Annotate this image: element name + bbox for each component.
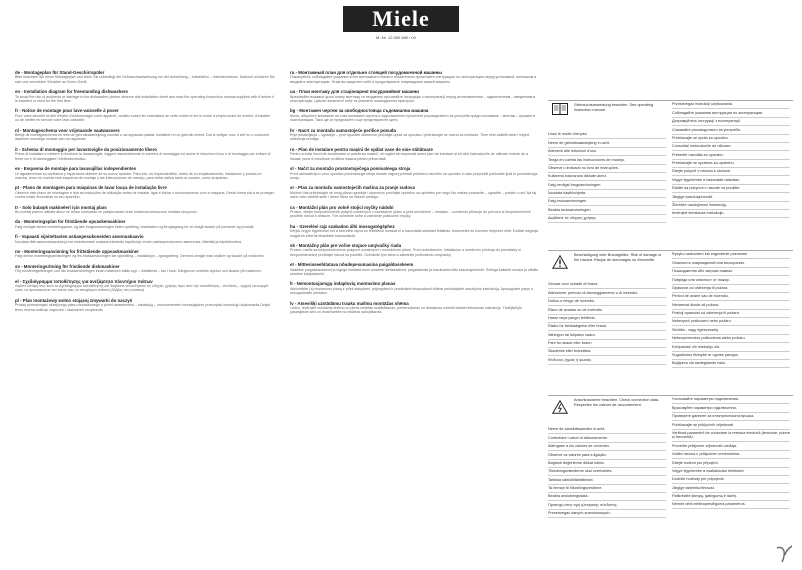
section-body: Molimo Vas pridržavajte se ovog plana ugradnje i obavezno pročitajte uputstvo za upotrebu pre nego što mašinu postavite – ugradite – pustite u rad. Na taj način ćete zaštititi sebe i izbeći štetu na Vašem uređaju. <box>290 190 537 200</box>
panel-list-item: Pericol de avarie sau de incendiu. <box>672 293 790 301</box>
language-section <box>15 128 275 142</box>
panel-list-item: Dbejte hodnot pro připojení. <box>672 459 790 467</box>
panel-list-item: Atiéngase a los valores de conexión. <box>548 443 666 451</box>
language-section <box>290 89 540 103</box>
section-title: de - Montageplan für Stand-Geschirrspüler <box>15 70 105 75</box>
panel-list-item: Враховуйте параметри підключення. <box>672 404 790 412</box>
section-body: Proszę przestrzegać niniejszego planu montażowego a przed ustawieniem – instalacją – uruchomieniem bezwzględnie przeczytać instrukcję użytkowania.Dzięki temu można uniknąć zagrożeń i uszkodzeń urządzenia. <box>15 303 271 312</box>
section-body: Bu montaj planını dikkate alınız ve cihazı kurmadan ve çalıştırmadan önce kullanma kılavuzunu mutlaka okuyunuz. <box>15 209 198 214</box>
panel-list-item: Διαβάστε τις οδηγίες χρήσης. <box>548 215 666 223</box>
document-number: M.-Nr. 12 550 680 / 00 <box>376 35 416 40</box>
panel-list-item: Kahjustuse või tulekahju oht. <box>672 343 790 351</box>
section-title: pt - Plano de montagem para máquinas de lavar louça de instalação livre <box>15 185 167 191</box>
language-section <box>15 264 275 274</box>
language-section <box>15 205 275 215</box>
section-body: Пожалуйста, соблюдайте указания этого монтажного плана и обязательно прочитайте инструкцию по эксплуатации перед установкой, монтажом и вводом в эксплуатацию. Этим вы защитите себя и предотвратите повреждения вашей машины. <box>290 75 537 84</box>
panel-list-item: Ryzyko uszkodzeń lub zagrożenie pożarowe. <box>672 251 790 259</box>
language-section <box>290 185 540 199</box>
section-body: Følg venligst denne monteringsplan, og læs brugsanvisningen inden opstilling, installation og ibrugtagning for at undgå skader på personer og produkt. <box>15 224 255 229</box>
panel-list-item: Sérülés - vagy égésveszély. <box>672 326 790 334</box>
section-title: sv - Monteringsritning för fristående diskmaskiner <box>15 263 120 269</box>
language-section <box>290 205 540 219</box>
panel-list-left <box>548 281 666 365</box>
section-body: Noudata tätä asennuskaaviota ja lue ehdottomasti mukana toimitettu käyttöohje ennen astianpesukoneen asennusta, liitäntää ja käyttöönottoa. <box>15 239 242 244</box>
panel-list-item: Nebezpečenstvo poškodenia alebo požiaru. <box>672 335 790 343</box>
panel-list-item: Κίνδυνος ζημιάς ή φωτιάς. <box>548 356 666 364</box>
section-title: en - Installation diagram for freestanding dishwashers <box>15 89 128 95</box>
language-section <box>290 262 540 276</box>
panel-list-item: Beakta bruksanvisningen. <box>548 206 666 214</box>
panel-list-item: Ievērojiet lietošanas instrukciju. <box>672 210 790 218</box>
panel-list-item: Risco de avarias ou de incêndio. <box>548 306 666 314</box>
panel-list-item: Pridržavajte se uputa za uporabu. <box>672 135 790 143</box>
section-title: ua - План монтажу для стаціонарної посудомийної машини <box>290 89 419 95</box>
panel-list-item: Bağlantı değerlerine dikkat ediniz. <box>548 460 666 468</box>
language-section <box>15 166 275 180</box>
language-section <box>290 281 540 295</box>
corner-mark-icon <box>774 542 796 564</box>
section-body: Bitte beachten Sie einen Montageplan und lesen Sie unbedingt die Gebrauchsanweisung vor der Aufstellung – Installation – Inbetriebnahme. Dadurch schützen Sie sich und vermeiden Schäden an Ihrem Gerät. <box>15 75 275 84</box>
section-title: bg - Монтажен чертеж за свободностояща съдомиална машина <box>290 108 429 114</box>
section-body: Prosím, riaďte sa bezpodmienečne pokynmi uvedenými v montážnom pláne. Pred umiestnením, inštaláciou a uvedením prístroja do prevádzky si bezpodmienečne prečítajte návod na použitie. Ochránite tým seba a zabránite poškodeniu umývačky. <box>290 248 521 257</box>
panel-list-item: Учитывайте параметры подключения. <box>672 396 790 404</box>
panel-list-item: Verificați parametrii de conectare la rețeaua electrică (tensiune, putere și frecvență). <box>672 430 790 443</box>
panel-list-item: Risiko for beskadigelse eller brand. <box>548 323 666 331</box>
section-title: el - Σχεδιάγραμμα τοποθέτησης για ανεξάρτητο πλυντήριο πιάτων <box>15 278 153 284</box>
section-body: Враховуйте вказівки цього плану монтажу та неодмінно прочитайте інструкцію з експлуатації перед встановленням – підключенням – введенням в експлуатацію. Цим ви захистите себе та уникнете пошкодження пристрою. <box>290 94 536 104</box>
panel-list-item: Opasnost od oštećenja ili požara. <box>672 285 790 293</box>
panel-list-item: Tilslutningsværdierne skal overholdes. <box>548 468 666 476</box>
panel-heading: Gebrauchsanweisung beachten. See operating instruction manual. <box>574 103 654 112</box>
section-title: lt - Nemontuojamųjų indaplovių montavimo planas <box>290 281 396 287</box>
section-title: hr - Nacrt za montažu samostojeće perilice posuđa <box>290 127 396 133</box>
panel-list-right <box>672 251 790 368</box>
panel-list-left <box>548 426 666 518</box>
panel-list-item: Vegye figyelembe a használati utasítást. <box>672 176 790 184</box>
panel-list-item: Pridržavajte se priključnih vrijednosti. <box>672 421 790 429</box>
language-section <box>15 219 275 229</box>
language-section <box>290 128 540 142</box>
section-title: sk - Montážny plán pre voľne stojace umývačky riadu <box>290 242 402 248</box>
panel-list-item: Riaďte sa pokynmi v návode na použitie. <box>672 185 790 193</box>
panel-list-item: Соблюдайте указания инструкции по эксплуатации. <box>672 109 790 117</box>
panel-list-item: Patikrinkite įtampą, galingumą ir dažnį. <box>672 493 790 501</box>
section-title: fi - Vapaasti sijoitettavien astianpesukoneiden asennuskaavio <box>15 234 144 240</box>
language-section <box>290 108 540 122</box>
section-body: Pentru a evita riscul de accidentare și avarierea mașinii, vă rugăm să respectați acest plan de instalare și să citiți instrucțiunile de utilizare înainte de a instala, pune în funcțiune și utiliza mașina pentru prima dată. <box>290 152 528 161</box>
section-body: Kérjük vegye figyelembe ezt a szerelési rajzot és feltétlenül olvassa el a használati utasítást felállítás, beszerelés és üzembe helyezés előtt. Ezáltal megóvja magát és elkerüli készüléke károsodását. <box>290 229 539 238</box>
section-body: Le agradecemos su confianza y esperamos disfrute de su nuevo aparato. Para ello, es imprescindible, antes de su emplazamiento, instalación y puesta en marcha, tener en cuenta este esquema de montaje y las instrucciones de manejo, para evitar daños tanto al usuario, como al aparato. <box>15 171 262 180</box>
section-title: et - Mittesisseehitatava nõudepesumasina paigaldusskeem <box>290 262 414 268</box>
panel-list-item: Przestrzegać instrukcji użytkowania. <box>672 101 790 109</box>
brand-logo: Miele <box>343 6 459 32</box>
panel-list-item: Проверете данните за електрическата връзка. <box>672 413 790 421</box>
section-body: Pred namestitvijo in prvo uporabo pomivalnega stroja morate najprej prebrati priloženo navodilo za uporabo in tako preprečiti poškodbe ljudi in pomivalnega stroja. <box>290 171 538 180</box>
panel-list-item: Sugadinimo tikimybė ar ugnies pavojus. <box>672 352 790 360</box>
language-section <box>15 89 275 103</box>
language-section <box>15 279 275 293</box>
panel-list-item: Järgige kasutusjuhendit. <box>672 193 790 201</box>
panel-list-item: Nebezpečí poškození nebo požáru. <box>672 318 790 326</box>
panel-list-item: Dbejte pokynů v návodu k obsluze. <box>672 168 790 176</box>
panel-list-item: Järgige tarbimisvõimsust. <box>672 484 790 492</box>
panel-list-item: Опасность повреждений или возгорания. <box>672 259 790 267</box>
section-title: sl - Načrt za montažo prostostoječega pomivalnega stroja <box>290 166 411 172</box>
section-body: Følg denne monteringsanvisningen og les bruksanvisningen før oppstilling – installasjon – igangsetting. Dermed unngår man ulykker og skader på maskinen. <box>15 254 265 259</box>
section-body: Observe este plano de montagem e leia as instruções de utilização antes de instalar, ligar e iniciar o funcionamento com a máquina. Desta forma stá a se proteger contra existir anomalias no seu aparelho. <box>15 190 274 200</box>
language-section <box>15 147 275 161</box>
instruction-panel <box>548 100 793 231</box>
panel-list-item: Følg bruksanvisningen. <box>548 198 666 206</box>
electrical-warning-panel <box>548 395 793 536</box>
language-section <box>15 249 275 259</box>
language-section <box>15 185 275 199</box>
section-body: Följ monteringsritningen och läs bruksanvisningen innan maskinen ställs upp – installeras – tas i bruk. Därigenom undviks olyckor och skador på maskinen. <box>15 269 262 274</box>
panel-list-item: Proverite priključne vrijednosti uređaja. <box>672 442 790 450</box>
language-column-left <box>15 70 275 317</box>
section-body: Vaadake paigaldusskeemi ja lugege kindlasti enne seadme ülesseadmist, paigaldamist ja kasutuselevõttu kasutusjuhendit. Sellega kaitsete ennast ja väldite seadme kahjustamist. <box>290 267 539 276</box>
panel-list-item: Neem de gebruiksaanwijzing in acht. <box>548 139 666 147</box>
panel-list-item: Προσοχή στην τιμή ηλεκτρικής σύνδεσης. <box>548 501 666 509</box>
panel-list-item: Tarkista sähköliitäntätiedot. <box>548 476 666 484</box>
section-title: no - Monteringsanvisning for frittstående oppvaskmaskiner <box>15 248 139 254</box>
language-section <box>290 243 540 257</box>
section-body: Prima di installare e mettere in funzione la lavastoviglie, leggere assolutamente lo schema di montaggio ed anche le istruzioni d'uso e di montaggio per evitare di ferire voi e di danneggiare l'elettrodomestico. <box>15 152 271 161</box>
section-title: tr - Solo bulaşık makineleri için montaj planı <box>15 204 107 210</box>
section-title: fr - Notice de montage pour lave-vaisselle à poser <box>15 108 119 114</box>
panel-list-item: Beakta anslutningsdata. <box>548 493 666 501</box>
language-section <box>290 166 540 180</box>
panel-list-item: Observe o indicado no livro de instruções. <box>548 165 666 173</box>
panel-list-item: Lisez le mode d'emploi. <box>548 131 666 139</box>
language-section <box>290 224 540 238</box>
panel-list-item: Pridržavajte se uputstva za upotrebu. <box>672 160 790 168</box>
panel-list-item: Noudata käyttöohjetta. <box>548 190 666 198</box>
panel-list-item: Daños o riesgo de incendio. <box>548 298 666 306</box>
panel-list-item: Kullanma kılavuzunu dikkate alınız. <box>548 173 666 181</box>
panel-list-item: Skaderisk eller brandfara. <box>548 348 666 356</box>
section-body: To avoid the risk of accidents or damage to the dishwasher please observe this installation sheet and read the operating instruction manual supplied with it before it is installed or used for the first time. <box>15 94 275 104</box>
section-body: Prije postavljanja – ugradnje – prve uporabe obavezno pročitajte upute za uporabu i pridržavajte se nacrta za montažu. Time ćete zaštititi sebe i izbjeći oštećenja uređaja. <box>290 133 530 142</box>
section-title: it - Schema di montaggio per lavastoviglie da posizionamento libero <box>15 146 157 152</box>
panel-list-item: Žiūrėkite naudojimosi instrukciją. <box>672 202 790 210</box>
panel-list-item: Attenzione: pericolo di danneggiamento o di incendio. <box>548 289 666 297</box>
section-body: Λάβετε υπόψη σας αυτό το σχεδιάγραμμα τοποθέτησης και διαβάστε οπωσδήποτε τις οδηγίες χρήσης πριν από την τοποθέτηση – σύνδεση – αρχική λειτουργία ώστε να προστατεύετε τον εαυτό σας να αποφύγετε πιθανές βλάβες στη συσκευή. <box>15 284 269 293</box>
panel-list-item: Vodite računa o priključnim vrednostima. <box>672 451 790 459</box>
panel-list-item: Controllare i valori di allacciamento. <box>548 434 666 442</box>
panel-list-item: Ņemiet vērā elektropieslēguma parametrus. <box>672 501 790 509</box>
panel-list-item: Повреди или опасност от пожар. <box>672 276 790 284</box>
panel-list-left <box>548 131 666 223</box>
section-title: ru - Монтажный план для отдельно стоящей посудомоечной машины <box>290 70 443 75</box>
panel-list-item: Følg venligst brugsanvisningen. <box>548 181 666 189</box>
section-title: es - Esquema de montaje para lavavajillas independientes <box>15 166 137 172</box>
section-title: nl - Montageschema voor vrijstaande vaatwassers <box>15 127 120 133</box>
electric-warning-icon <box>552 400 568 414</box>
warning-icon <box>552 255 568 269</box>
language-section <box>15 298 275 312</box>
section-title: cs - Montážní plán pro volně stojící myčky nádobí <box>290 204 394 210</box>
section-body: Atsižvelkite į šį montavimo planą ir prieš statydami, prijungdami ir pradėdami eksploatuoti būtinai perskaitykite naudojimo instrukciją. Apsaugosite patys ir nesugadinsite prietaiso. <box>290 286 533 296</box>
panel-heading: Beschädigung oder Brandgefahr. Risk of damage or fire hazard. Risque de dommages ou d'incendie. <box>574 253 662 262</box>
panel-list-item: Vahingon tai tulipalon vaara. <box>548 331 666 339</box>
section-body: Lūdzu, ievērojiet montāžas shēmu un pirms iekārtas uzstādīšanas, pievienošanas un lietošanas noteikti izlasiet lietošanas instrukciju. Tādējādi jūs pasargāsiet sevi un izvairīsieties no iekārtas sabojāšanas. <box>290 306 523 315</box>
panel-list-item: Дотримуйтесь інструкції з експлуатації. <box>672 118 790 126</box>
panel-list-item: Consultați instrucțiunile de utilizare. <box>672 143 790 151</box>
panel-list-item: Observe os valores para a ligação. <box>548 451 666 459</box>
language-section <box>290 301 540 315</box>
damage-warning-panel <box>548 250 793 391</box>
panel-list-item: Спазвайте ръководството за употреба. <box>672 126 790 134</box>
panel-list-item: Hasar veya yangın tehlikesi. <box>548 315 666 323</box>
panel-list-right <box>672 396 790 509</box>
section-title: hu - Szerelési rajz szabadon álló mosogatógéphez <box>290 223 395 229</box>
language-section <box>15 234 275 244</box>
section-title: lv - Atsevišķi uzstādāmu trauku mašīnu montāžas shēma <box>290 300 409 306</box>
panel-list-item: Dodržte hodnoty pre pripojenie. <box>672 476 790 484</box>
panel-list-item: Gevaar voor schade of brand. <box>548 281 666 289</box>
book-icon <box>552 103 568 115</box>
panel-list-item: Attenersi alle istruzioni d'uso. <box>548 148 666 156</box>
panel-list-item: Preberite navodila za uporabo. <box>672 151 790 159</box>
language-section <box>15 108 275 122</box>
panel-list-item: Neem de aansluitwaarden in acht. <box>548 426 666 434</box>
panel-list-item: Przestrzegać danych znamionowych. <box>548 510 666 518</box>
language-section <box>290 147 540 161</box>
panel-list-item: Bojājumu vai aizdegšanās risks. <box>672 360 790 368</box>
panel-heading: Anschlusswerte beachten. Check connection data. Respectez les valeurs de raccordement. <box>574 398 660 407</box>
panel-list-item: Пошкодження або загроза пожежі. <box>672 268 790 276</box>
panel-list-item: Postoji opasnost od oštećenja ili požara. <box>672 310 790 318</box>
panel-list-item: Tenga en cuenta las instrucciones de manejo. <box>548 156 666 164</box>
section-body: Моля, обърнете внимание на този монтажен чертеж и задължително прочетете ръководството за употреба преди поставяне – монтаж – пускане в експлоатация. Така ще се предпазите и ще предотвратите щети. <box>290 113 536 123</box>
section-title: sr - Plan za montažu samostojećih mašina za pranje sudova <box>290 185 415 191</box>
panel-list-item: Ta hensyn til tilkoblingsverdiene. <box>548 485 666 493</box>
section-title: da - Monteringsplan for fritstående opvaskemaskiner <box>15 219 126 225</box>
panel-list-item: Vegye figyelembe a csatlakozási értékeket. <box>672 468 790 476</box>
language-section <box>290 70 540 84</box>
panel-list-item: Nevarnost škode ali požara. <box>672 301 790 309</box>
language-section <box>15 70 275 84</box>
section-body: Prosím, dbejte bezpodmínečně pokynů uvedených v montážním plánu a před umístěním – instalací – uvedením přístroje do provozu si bezpodmínečně pročtěte návod k obsluze. Tím ochráníte sebe a zabráníte poškození myčky. <box>290 209 531 219</box>
language-column-middle <box>290 70 540 320</box>
section-title: ro - Plan de instalare pentru mașini de spălat vase de sine stătătoare <box>290 146 433 152</box>
section-title: pl - Plan montażowy wolno stojącej zmywarki do naczyń <box>15 297 133 303</box>
header <box>0 0 802 38</box>
section-body: Bekijk dit montageschema en lees de gebruiksaanwijzing voordat u uw apparaat plaatst, installeert en in gebruik neemt. Dat is veiliger voor u zelf en u voorkomt daarmee onnodige schade aan uw apparaat. <box>15 133 270 142</box>
panel-list-item: Fare for skade eller brann. <box>548 340 666 348</box>
panel-list-right <box>672 101 790 218</box>
section-body: Pour votre sécurité et afin d'éviter d'endommager votre appareil, veuillez suivre les indications de cette notice et lire le mode d'emploi avant de monter, d'installer ou de mettre en service votre lave-vaisselle. <box>15 113 271 123</box>
